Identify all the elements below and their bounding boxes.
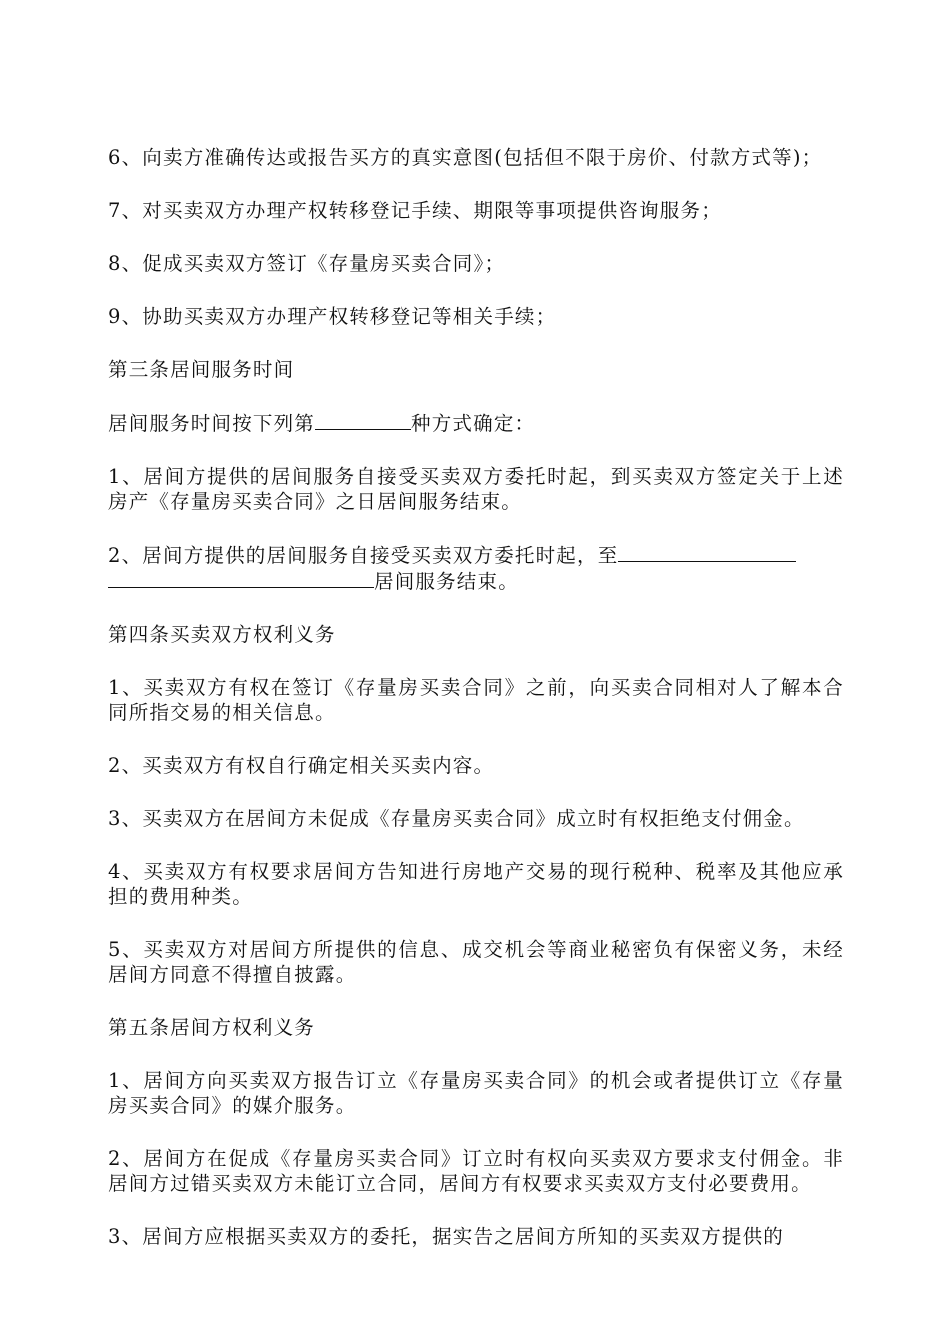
service-time-method-before: 居间服务时间按下列第 [108,412,316,435]
parties-right-4: 4、买卖双方有权要求居间方告知进行房地产交易的现行税种、税率及其他应承担的费用种类。 [108,860,844,908]
parties-right-5: 5、买卖双方对居间方所提供的信息、成交机会等商业秘密负有保密义务，未经居间方同意不得擅自披露。 [108,938,844,986]
clause-item-9: 9、协助买卖双方办理产权转移登记等相关手续； [108,305,557,328]
service-time-option-1: 1、居间方提供的居间服务自接受买卖双方委托时起，到买卖双方签定关于上述房产《存量房买卖合同》之日居间服务结束。 [108,465,844,513]
service-time-option-2 [108,542,844,594]
document-page [108,145,844,1249]
parties-right-3: 3、买卖双方在居间方未促成《存量房买卖合同》成立时有权拒绝支付佣金。 [108,807,805,830]
section-heading-3: 第三条居间服务时间 [108,358,295,381]
method-number-blank [315,410,411,430]
clause-item-7: 7、对买卖双方办理产权转移登记手续、期限等事项提供咨询服务； [108,199,722,222]
parties-right-2: 2、买卖双方有权自行确定相关买卖内容。 [108,754,495,777]
broker-right-3: 3、居间方应根据买卖双方的委托，据实告之居间方所知的买卖双方提供的 [108,1225,785,1248]
clause-item-8: 8、促成买卖双方签订《存量房买卖合同》； [108,252,506,275]
broker-right-1: 1、居间方向买卖双方报告订立《存量房买卖合同》的机会或者提供订立《存量房买卖合同》的媒介服务。 [108,1069,844,1117]
parties-right-1: 1、买卖双方有权在签订《存量房买卖合同》之前，向买卖合同相对人了解本合同所指交易的相关信息。 [108,676,844,724]
service-time-option-2-before: 2、居间方提供的居间服务自接受买卖双方委托时起，至 [108,544,619,567]
service-time-method [108,410,844,436]
section-heading-5: 第五条居间方权利义务 [108,1016,316,1039]
end-date-blank-line1 [618,542,796,562]
service-time-method-after: 种方式确定： [411,412,536,435]
broker-right-2: 2、居间方在促成《存量房买卖合同》订立时有权向买卖双方要求支付佣金。非居间方过错买卖双方未能订立合同，居间方有权要求买卖双方支付必要费用。 [108,1147,844,1195]
end-date-blank-line2 [108,568,374,588]
service-time-option-2-after: 居间服务结束。 [374,570,519,593]
section-heading-4: 第四条买卖双方权利义务 [108,623,336,646]
clause-item-6: 6、向卖方准确传达或报告买方的真实意图(包括但不限于房价、付款方式等)； [108,146,823,169]
